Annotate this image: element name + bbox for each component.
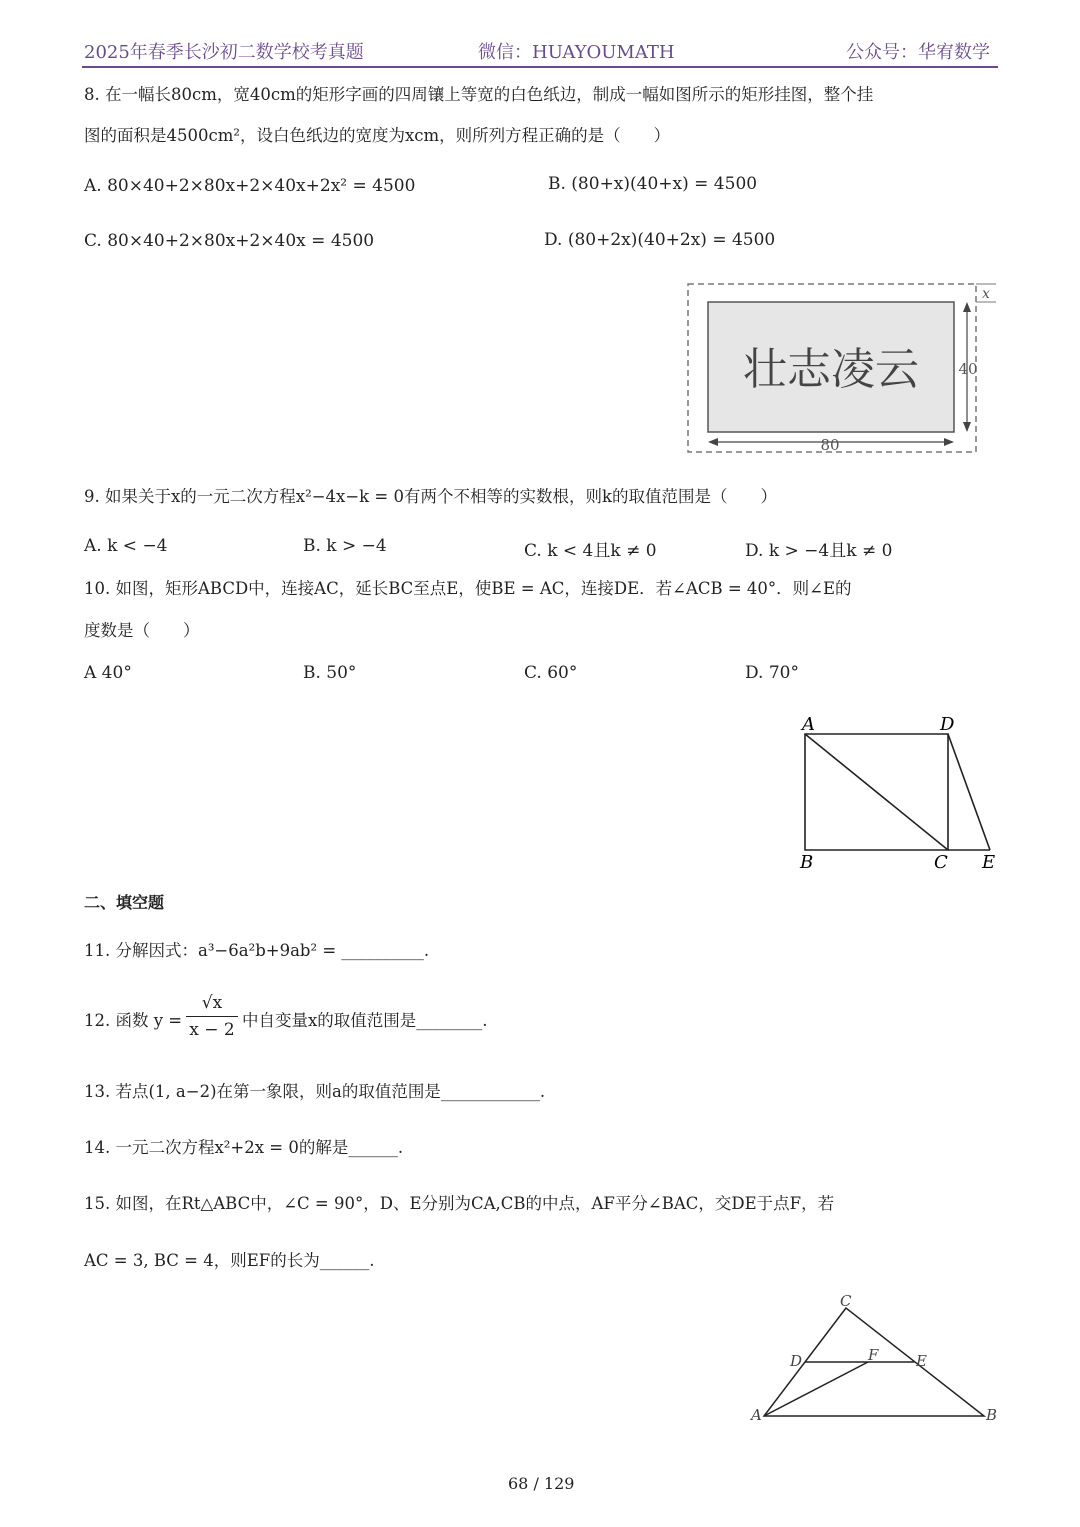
q10-option-a: A 40° bbox=[84, 663, 132, 683]
q9-option-b: B. k > −4 bbox=[303, 536, 387, 556]
q9-line1: 9. 如果关于x的一元二次方程x²−4x−k = 0有两个不相等的实数根，则k的取值范围是（ ） bbox=[84, 487, 777, 506]
width-label: 80 bbox=[820, 436, 840, 454]
height-arrowhead-top bbox=[963, 302, 971, 312]
width-arrowhead-left bbox=[708, 438, 718, 446]
q14-text: 14. 一元二次方程x²+2x = 0的解是______. bbox=[84, 1138, 404, 1157]
q8-option-b: B. (80+x)(40+x) = 4500 bbox=[548, 174, 758, 194]
q8-option-d: D. (80+2x)(40+2x) = 4500 bbox=[544, 230, 776, 250]
q12-fraction bbox=[186, 992, 238, 1041]
q12-suffix: 中自变量x的取值范围是________. bbox=[242, 1011, 488, 1030]
q12-prefix: 12. 函数 y = bbox=[84, 1011, 183, 1030]
header-right: 公众号：华宥数学 bbox=[846, 42, 990, 63]
q8-line1: 8. 在一幅长80cm，宽40cm的矩形字画的四周镶上等宽的白色纸边，制成一幅如图所示的矩形挂图，整个挂 bbox=[84, 85, 874, 104]
label-d: D bbox=[940, 714, 955, 735]
q9-option-a: A. k < −4 bbox=[84, 536, 168, 556]
q10-option-c: C. 60° bbox=[524, 663, 578, 683]
painting-text: 壮志凌云 bbox=[743, 344, 919, 395]
q12-fraction-bar bbox=[186, 1016, 238, 1017]
q11-text: 11. 分解因式：a³−6a²b+9ab² = __________. bbox=[84, 941, 430, 960]
label-c: C bbox=[934, 852, 948, 873]
q8-line2: 图的面积是4500cm²，设白色纸边的宽度为xcm，则所列方程正确的是（ ） bbox=[84, 126, 671, 145]
label-f: F bbox=[868, 1346, 879, 1364]
q10-line2: 度数是（ ） bbox=[84, 621, 200, 640]
label-a: A bbox=[802, 714, 815, 735]
q15-figure bbox=[748, 1290, 1008, 1430]
q8-option-c: C. 80×40+2×80x+2×40x = 4500 bbox=[84, 231, 375, 251]
header-center: 微信：HUAYOUMATH bbox=[478, 42, 675, 63]
label-d: D bbox=[790, 1352, 803, 1370]
label-c: C bbox=[840, 1292, 852, 1310]
label-b: B bbox=[986, 1406, 998, 1424]
q10-option-b: B. 50° bbox=[303, 663, 357, 683]
diagonal-ac bbox=[805, 734, 948, 850]
q8-figure bbox=[680, 280, 1000, 458]
label-b: B bbox=[800, 852, 814, 873]
q9-option-c: C. k < 4且k ≠ 0 bbox=[524, 541, 657, 561]
header-left: 2025年春季长沙初二数学校考真题 bbox=[84, 42, 364, 63]
q15-line1: 15. 如图，在Rt△ABC中，∠C = 90°，D、E分别为CA,CB的中点，AF平分∠BAC，交DE于点F，若 bbox=[84, 1194, 835, 1213]
q12-numerator: √x bbox=[201, 993, 223, 1013]
q15-line2: AC = 3, BC = 4，则EF的长为______. bbox=[84, 1251, 375, 1270]
q12-denominator: x − 2 bbox=[189, 1020, 235, 1040]
section-title: 二、填空题 bbox=[84, 893, 165, 912]
q10-option-d: D. 70° bbox=[745, 663, 799, 683]
q10-figure bbox=[790, 710, 1010, 880]
height-label: 40 bbox=[958, 360, 978, 378]
height-arrowhead-bottom bbox=[963, 422, 971, 432]
q9-option-d: D. k > −4且k ≠ 0 bbox=[745, 541, 893, 561]
label-e: E bbox=[916, 1352, 927, 1370]
segment-af bbox=[764, 1362, 868, 1416]
border-label: x bbox=[982, 286, 990, 302]
label-e: E bbox=[982, 852, 996, 873]
q10-line1: 10. 如图，矩形ABCD中，连接AC，延长BC至点E，使BE = AC，连接DE．若∠ACB = 40°．则∠E的 bbox=[84, 579, 852, 598]
label-a: A bbox=[751, 1406, 762, 1424]
width-arrowhead-right bbox=[944, 438, 954, 446]
q8-option-a: A. 80×40+2×80x+2×40x+2x² = 4500 bbox=[84, 176, 416, 196]
page-number: 68 / 129 bbox=[508, 1474, 575, 1493]
header-divider bbox=[82, 66, 998, 68]
segment-de bbox=[948, 734, 990, 850]
q13-text: 13. 若点(1, a−2)在第一象限，则a的取值范围是____________. bbox=[84, 1082, 546, 1101]
